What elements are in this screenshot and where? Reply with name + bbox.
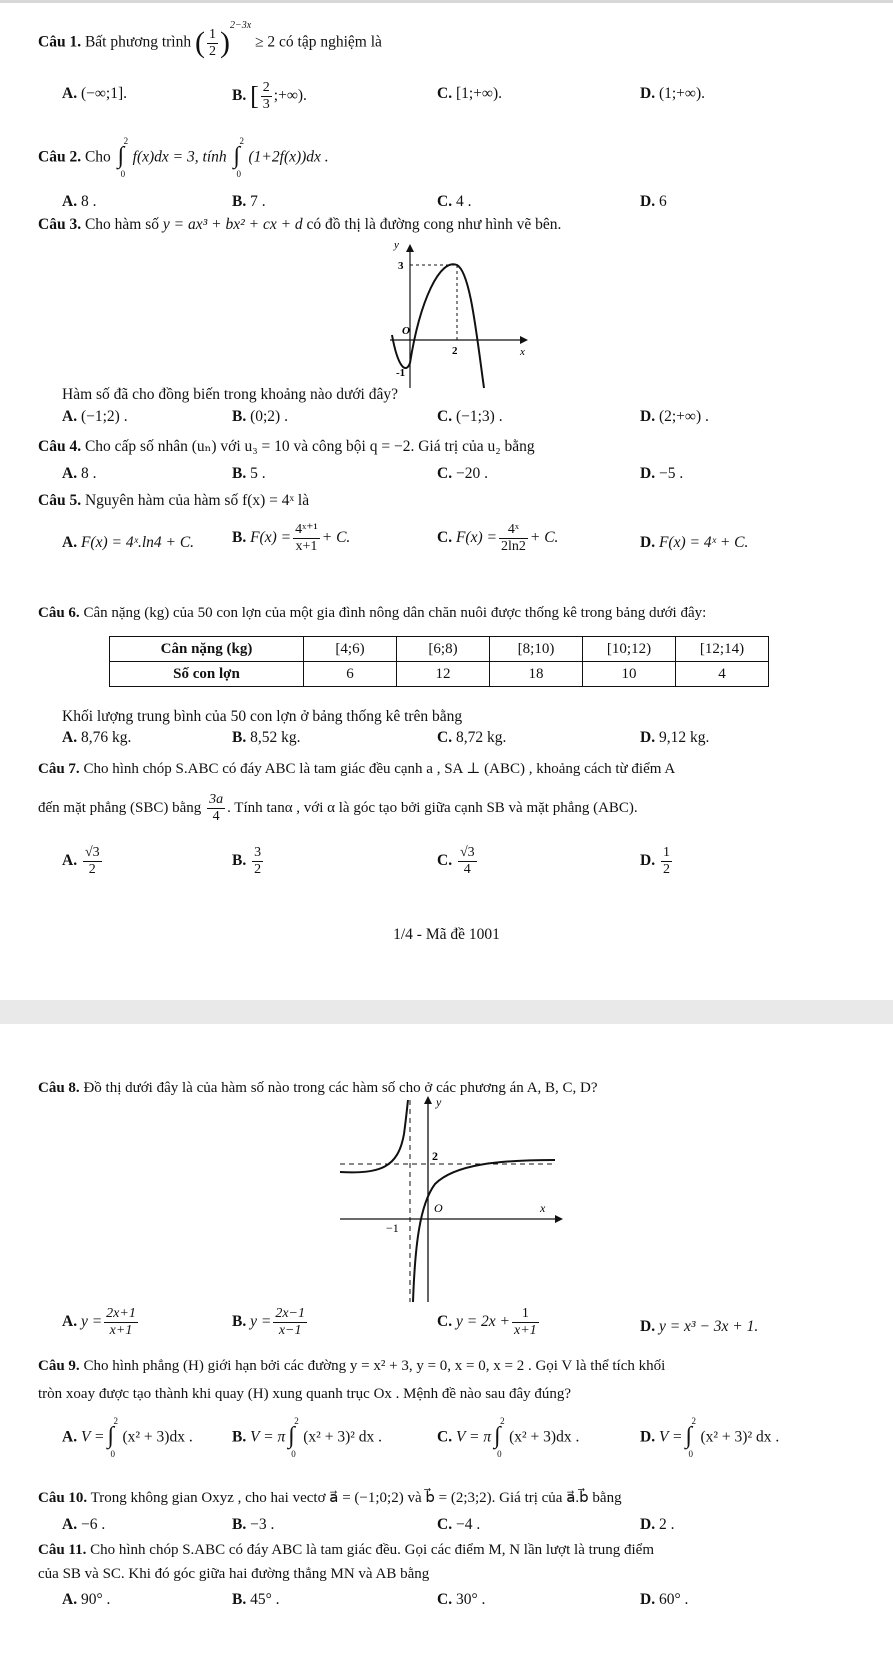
q2-option-b[interactable]: B. 7 . [232,193,266,210]
q4-option-d[interactable]: D. −5 . [640,465,684,482]
q1-exponent: 2−3x [229,20,252,32]
question-5: Câu 5. Nguyên hàm của hàm số f(x) = 4ˣ là [38,492,310,509]
question-4: Câu 4. Cho cấp số nhân (uₙ) với u₃ = 10 và công bội q = −2. Giá trị của u₂ bằng [38,438,535,455]
q10-option-a[interactable]: A. −6 . [62,1516,106,1533]
q10-option-c[interactable]: C. −4 . [437,1516,481,1533]
q8-option-c[interactable]: C. y = 2x + $\frac{1}{x+1}$ [437,1306,537,1338]
table-cell: [4;6) [304,637,397,662]
q1-fraction: $\frac{1}{2}$ [208,26,216,59]
q10-option-b[interactable]: B. −3 . [232,1516,275,1533]
table-cell: 18 [490,662,583,687]
y-tick-2: 2 [432,1149,438,1163]
table-cell: 4 [676,662,769,687]
q11-option-c[interactable]: C. 30° . [437,1591,486,1608]
table-cell: [6;8) [397,637,490,662]
q9-option-b[interactable]: B. V = π ∫ 2 0 (x² + 3)² dx . [232,1416,382,1459]
hyperbola-right-branch [413,1160,555,1302]
q8-option-b[interactable]: B. y = $\frac{2x-1}{x-1}$ [232,1306,305,1338]
q5-option-c[interactable]: C. F(x) = $\frac{\text{4ˣ}}{2\ln 2}$ + C. [437,522,559,554]
table-cell: [10;12) [583,637,676,662]
q1-label: Câu 1. [38,33,82,51]
q6-option-d[interactable]: D. 9,12 kg. [640,729,710,746]
q3-cubic-graph [390,240,540,390]
q1-option-a[interactable]: A. (−∞;1]. [62,85,127,102]
q8-option-a[interactable]: A. y = $\frac{2x+1}{x+1}$ [62,1306,136,1338]
origin-label: O [434,1201,443,1215]
q6-option-c[interactable]: C. 8,72 kg. [437,729,507,746]
q6-option-b[interactable]: B. 8,52 kg. [232,729,301,746]
table-cell: [8;10) [490,637,583,662]
x-label: x [520,346,525,358]
q5-option-b[interactable]: B. F(x) = $\frac{\text{4ˣ⁺¹}}{x+1}$ + C. [232,522,351,554]
q4-option-c[interactable]: C. −20 . [437,465,488,482]
q4-option-a[interactable]: A. 8 . [62,465,97,482]
question-10: Câu 10. Trong không gian Oxyz , cho hai vectơ a⃗ = (−1;0;2) và b⃗ = (2;3;2). Giá trị của a⃗.b⃗ bằng [38,1490,622,1506]
question-8: Câu 8. Đồ thị dưới đây là của hàm số nào trong các hàm số cho ở các phương án A, B, C, D? [38,1080,598,1096]
top-border [0,0,893,3]
q11-option-a[interactable]: A. 90° . [62,1591,111,1608]
weight-statistics-table [109,636,769,687]
question-7-line-2: đến mặt phẳng (SBC) bằng $\frac{3a}{4}$ . Tính tanα , với α là góc tạo bởi giữa cạnh SB và mặt phẳng (ABC). [38,792,638,824]
q8-option-d[interactable]: D. y = x³ − 3x + 1. [640,1318,759,1335]
q4-option-b[interactable]: B. 5 . [232,465,266,482]
q3-option-c[interactable]: C. (−1;3) . [437,408,503,425]
question-9: Câu 9. Cho hình phẳng (H) giới hạn bởi các đường y = x² + 3, y = 0, x = 0, x = 2 . Gọi V là thể tích khối [38,1358,666,1374]
x-axis-arrow [520,336,528,344]
table-cell: [12;14) [676,637,769,662]
x-axis-arrow [555,1215,563,1223]
q3-option-a[interactable]: A. (−1;2) . [62,408,128,425]
question-9-line-2: tròn xoay được tạo thành khi quay (H) xung quanh trục Ox . Mệnh đề nào sau đây đúng? [38,1386,572,1402]
y-label: y [394,240,399,251]
q3-option-b[interactable]: B. (0;2) . [232,408,288,425]
y-axis-arrow [424,1096,432,1104]
q2-option-a[interactable]: A. 8 . [62,193,97,210]
y-axis-arrow [406,244,414,252]
page-footer: 1/4 - Mã đề 1001 [393,926,500,943]
q9-option-c[interactable]: C. V = π ∫ 2 0 (x² + 3)dx . [437,1416,580,1459]
q2-label: Câu 2. [38,148,82,166]
y-tick-minus-1: -1 [396,367,406,379]
table-cell: 12 [397,662,490,687]
table-header-weight: Cân nặng (kg) [110,637,304,662]
table-header-count: Số con lợn [110,662,304,687]
q7-option-a[interactable]: A. $\frac{√3}{2}$ [62,845,100,877]
x-label: x [540,1201,546,1215]
question-6: Câu 6. Cân nặng (kg) của 50 con lợn của một gia đình nông dân chăn nuôi được thống kê trong bảng dưới đây: [38,605,707,621]
q7-option-c[interactable]: C. $\frac{√3}{4}$ [437,845,475,877]
q11-option-d[interactable]: D. 60° . [640,1591,689,1608]
question-11: Câu 11. Cho hình chóp S.ABC có đáy ABC là tam giác đều. Gọi các điểm M, N lần lượt là trung điểm [38,1542,655,1558]
q8-hyperbola-graph [340,1094,580,1304]
q10-option-d[interactable]: D. 2 . [640,1516,675,1533]
q1-option-b[interactable]: B. [ $\frac{2}{3}$ ;+∞). [232,80,307,112]
q3-option-d[interactable]: D. (2;+∞) . [640,408,709,425]
q6-subquestion: Khối lượng trung bình của 50 con lợn ở bảng thống kê trên bằng [62,708,463,725]
page-separator [0,1000,893,1024]
q1-text-b: ≥ 2 có tập nghiệm là [255,33,382,51]
question-3: Câu 3. Cho hàm số y = ax³ + bx² + cx + d có đồ thị là đường cong như hình vẽ bên. [38,216,562,233]
question-2: Câu 2. Cho ∫ 2 0 f(x)dx = 3, tính ∫ 2 0 (1+2f(x))dx . [38,136,329,179]
y-label: y [436,1095,442,1109]
q2-option-d[interactable]: D. 6 [640,193,667,210]
x-tick-minus-1: −1 [386,1221,399,1235]
question-11-line-2: của SB và SC. Khi đó góc giữa hai đường thẳng MN và AB bằng [38,1566,430,1582]
integral-sign: ∫ 2 0 [117,136,129,179]
q3-subquestion: Hàm số đã cho đồng biến trong khoảng nào dưới đây? [62,386,398,403]
q7-option-d[interactable]: D. $\frac{1}{2}$ [640,845,670,877]
origin-label: O [402,325,410,337]
integral-sign: ∫ 2 0 [233,136,245,179]
q7-option-b[interactable]: B. $\frac{3}{2}$ [232,845,262,877]
exam-page-2 [0,1024,893,1657]
q9-option-a[interactable]: A. V = ∫ 2 0 (x² + 3)dx . [62,1416,193,1459]
table-cell: 6 [304,662,397,687]
question-1: Câu 1. Bất phương trình ( $\frac{1}{2}$ )$^{2-3x}$ ≥ 2 có tập nghiệm là [38,20,382,59]
x-tick-2: 2 [452,345,458,357]
q5-option-a[interactable]: A. F(x) = 4ˣ.ln4 + C. [62,534,195,551]
q6-option-a[interactable]: A. 8,76 kg. [62,729,132,746]
q9-option-d[interactable]: D. V = ∫ 2 0 (x² + 3)² dx . [640,1416,780,1459]
q2-option-c[interactable]: C. 4 . [437,193,472,210]
table-cell: 10 [583,662,676,687]
q5-option-d[interactable]: D. F(x) = 4ˣ + C. [640,534,749,551]
question-7: Câu 7. Cho hình chóp S.ABC có đáy ABC là tam giác đều cạnh a , SA ⊥ (ABC) , khoảng cách từ điểm A [38,761,676,777]
q11-option-b[interactable]: B. 45° . [232,1591,280,1608]
q1-option-d[interactable]: D. (1;+∞). [640,85,705,102]
y-tick-3: 3 [398,260,404,272]
hyperbola-left-branch [340,1100,408,1172]
q1-option-c[interactable]: C. [1;+∞). [437,85,502,102]
q1-text-a: Bất phương trình [84,33,192,51]
